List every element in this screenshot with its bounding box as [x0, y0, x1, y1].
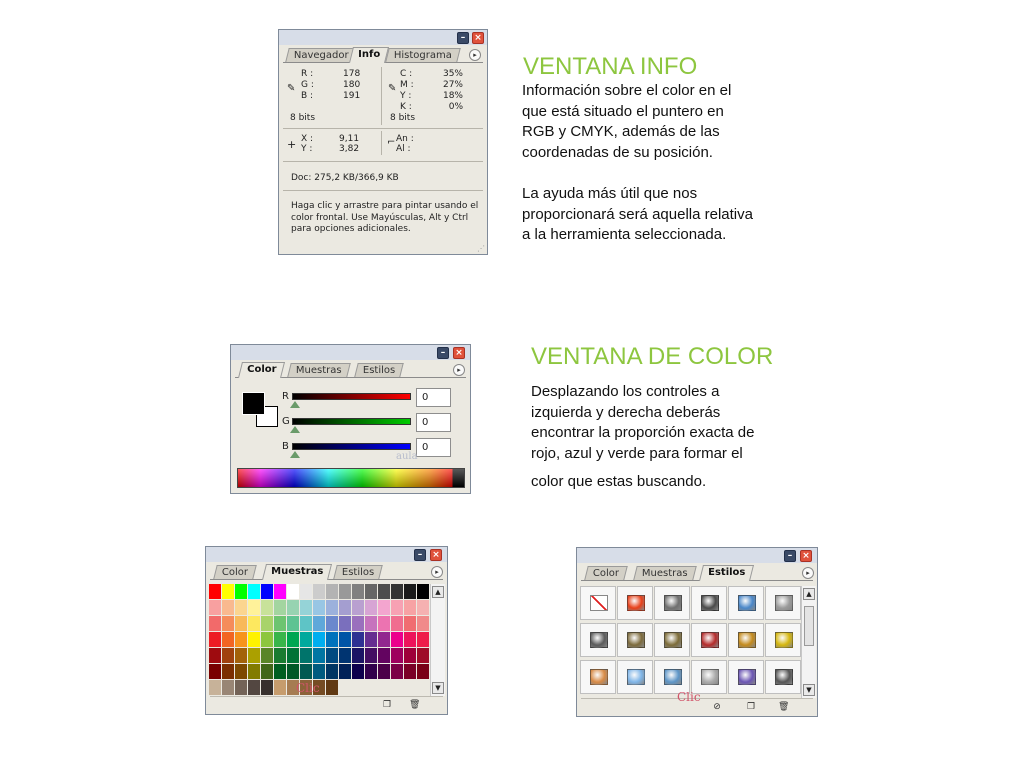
close-button[interactable]: ×: [800, 550, 812, 562]
swatch-cell[interactable]: [209, 680, 221, 695]
minimize-button[interactable]: –: [414, 549, 426, 561]
r-value-field[interactable]: 0: [416, 388, 451, 407]
color-panel: [230, 344, 471, 494]
swatch-cell[interactable]: [404, 600, 416, 615]
style-cell[interactable]: [765, 660, 801, 694]
text-line: coordenadas de su posición.: [522, 143, 713, 161]
swatch-cell[interactable]: [391, 600, 403, 615]
swatch-cell[interactable]: [313, 600, 325, 615]
swatch-cell[interactable]: [313, 632, 325, 647]
rgb-values: [343, 69, 360, 102]
swatch-cell[interactable]: [274, 648, 286, 663]
scroll-down-button[interactable]: ▼: [432, 682, 444, 694]
swatch-cell[interactable]: [378, 648, 390, 663]
style-cell[interactable]: [654, 660, 690, 694]
height-label: Al :: [396, 144, 411, 154]
text-line: encontrar la proporción exacta de: [531, 424, 755, 441]
swatch-cell[interactable]: [352, 648, 364, 663]
swatch-cell[interactable]: [352, 616, 364, 631]
clear-style-icon[interactable]: ⊘: [713, 702, 721, 712]
g-value-field[interactable]: 0: [416, 413, 451, 432]
doc-size: Doc: 275,2 KB/366,9 KB: [291, 173, 399, 183]
swatch-cell[interactable]: [339, 616, 351, 631]
swatch-cell[interactable]: [417, 648, 429, 663]
styles-scrollbar[interactable]: [801, 586, 816, 698]
xy-values: [339, 134, 359, 154]
selection-size-icon: ⌐: [387, 137, 396, 148]
swatch-cell[interactable]: [339, 584, 351, 599]
bronze-style-icon: [627, 632, 645, 648]
swatch-cell[interactable]: [287, 616, 299, 631]
swatch-cell[interactable]: [287, 648, 299, 663]
tab-color[interactable]: Color: [238, 362, 285, 378]
style-cell[interactable]: [691, 586, 727, 620]
red-glow-style-icon: [627, 595, 645, 611]
c-value: 35%: [442, 69, 463, 79]
m-label: M :: [400, 80, 414, 90]
swatch-cell[interactable]: [222, 680, 234, 695]
swatch-cell[interactable]: [404, 680, 416, 695]
text-line: Información sobre el color en el: [522, 82, 732, 99]
info-heading: VENTANA INFO: [523, 53, 698, 80]
text-line: izquierda y derecha deberás: [531, 403, 721, 421]
foreground-color-swatch[interactable]: [243, 393, 264, 414]
scroll-down-button[interactable]: ▼: [803, 684, 815, 696]
g-label: G :: [301, 80, 314, 90]
swatch-cell[interactable]: [287, 584, 299, 599]
swatch-cell[interactable]: [287, 600, 299, 615]
gray-flat-style-icon: [775, 595, 793, 611]
swatch-cell[interactable]: [365, 664, 377, 679]
swatch-cell[interactable]: [365, 616, 377, 631]
tab-info[interactable]: Info: [349, 47, 389, 63]
swatches-panel-titlebar[interactable]: [206, 547, 447, 562]
trash-icon[interactable]: 🗑: [778, 702, 790, 712]
swatch-cell[interactable]: [404, 632, 416, 647]
swatch-cell[interactable]: [326, 616, 338, 631]
g-value: 180: [343, 80, 361, 90]
swatch-cell[interactable]: [339, 664, 351, 679]
watermark-text: Clic: [677, 690, 701, 704]
style-cell[interactable]: [691, 660, 727, 694]
swatch-cell[interactable]: [300, 616, 312, 631]
tab-estilos[interactable]: Estilos: [333, 565, 383, 579]
swatch-cell[interactable]: [287, 664, 299, 679]
swatch-cell[interactable]: [352, 632, 364, 647]
style-cell[interactable]: [691, 623, 727, 657]
info-separator-3: [283, 190, 483, 191]
panel-menu-icon[interactable]: ▸: [802, 567, 814, 579]
wood-style-icon: [590, 669, 608, 685]
info-separator-2: [283, 161, 483, 162]
cmyk-labels: [400, 69, 414, 113]
swatch-cell[interactable]: [274, 616, 286, 631]
dark-gray-style-icon: [775, 669, 793, 685]
tab-muestras[interactable]: Muestras: [262, 564, 332, 580]
watermark-logo: [396, 451, 418, 462]
swatch-cell[interactable]: [261, 664, 273, 679]
swatch-cell[interactable]: [352, 680, 364, 695]
tab-muestras[interactable]: Muestras: [633, 566, 696, 580]
swatch-cell[interactable]: [235, 648, 247, 663]
watermark-text: Clic: [296, 681, 320, 695]
swatch-cell[interactable]: [222, 616, 234, 631]
swatch-cell[interactable]: [261, 680, 273, 695]
swatch-cell[interactable]: [209, 648, 221, 663]
y-coord-value: 3,82: [339, 144, 360, 154]
help-text: [291, 201, 478, 236]
swatch-cell[interactable]: [248, 632, 260, 647]
colorful-pattern-style-icon: [738, 632, 756, 648]
color-paragraph-1: [531, 382, 754, 464]
swatch-cell[interactable]: [313, 616, 325, 631]
new-swatch-icon[interactable]: ❐: [382, 700, 392, 710]
swatch-cell[interactable]: [339, 680, 351, 695]
info-separator: [283, 128, 483, 129]
swatch-cell[interactable]: [352, 664, 364, 679]
watermark-text: aula: [396, 451, 418, 462]
c-label: C :: [400, 69, 413, 79]
eyedropper-icon: ✎: [287, 83, 296, 94]
resize-grip-icon[interactable]: ⋰: [477, 244, 485, 253]
swatches-panel: [205, 546, 448, 715]
swatch-cell[interactable]: [417, 632, 429, 647]
tab-estilos[interactable]: Estilos: [699, 565, 754, 581]
cmyk-values: [441, 69, 463, 113]
swatch-cell[interactable]: [352, 584, 364, 599]
swatch-cell[interactable]: [300, 584, 312, 599]
minimize-button[interactable]: –: [457, 32, 469, 44]
swatch-cell[interactable]: [313, 584, 325, 599]
g-slider-thumb[interactable]: [290, 426, 300, 433]
swatch-cell[interactable]: [313, 664, 325, 679]
size-labels: [396, 134, 414, 154]
gray-button-style-icon: [664, 595, 682, 611]
new-style-icon[interactable]: ❐: [746, 702, 756, 712]
r-slider-thumb[interactable]: [290, 401, 300, 408]
watermark-logo: [296, 681, 320, 695]
swatch-cell[interactable]: [209, 616, 221, 631]
panel-menu-icon[interactable]: ▸: [469, 49, 481, 61]
swatch-cell[interactable]: [378, 664, 390, 679]
g-channel-label: G: [282, 416, 290, 427]
swatch-cell[interactable]: [261, 616, 273, 631]
silver-texture-style-icon: [701, 669, 719, 685]
text-line: a la herramienta seleccionada.: [522, 226, 727, 243]
swatch-cell[interactable]: [326, 600, 338, 615]
style-cell[interactable]: [580, 586, 616, 620]
scroll-up-button[interactable]: ▲: [803, 588, 815, 600]
swatch-cell[interactable]: [326, 680, 338, 695]
help-line: color frontal. Use Mayúsculas, Alt y Ctrl: [291, 212, 469, 223]
swatch-cell[interactable]: [339, 648, 351, 663]
info-paragraph-2: [522, 184, 753, 246]
style-cell[interactable]: [654, 586, 690, 620]
style-cell[interactable]: [728, 623, 764, 657]
olive-style-icon: [664, 632, 682, 648]
bits-right: 8 bits: [390, 113, 416, 123]
panel-menu-icon[interactable]: ▸: [431, 566, 443, 578]
swatch-cell[interactable]: [417, 584, 429, 599]
swatch-cell[interactable]: [248, 584, 260, 599]
swatch-cell[interactable]: [209, 632, 221, 647]
swatch-cell[interactable]: [261, 584, 273, 599]
swatch-cell[interactable]: [378, 616, 390, 631]
color-tab-row: [235, 361, 466, 378]
x-label: X :: [301, 134, 314, 144]
swatch-cell[interactable]: [378, 600, 390, 615]
swatch-cell[interactable]: [235, 584, 247, 599]
info-panel-titlebar[interactable]: [279, 30, 487, 45]
swatch-cell[interactable]: [235, 680, 247, 695]
swatch-cell[interactable]: [313, 648, 325, 663]
swatch-cell[interactable]: [417, 680, 429, 695]
text-line: La ayuda más útil que nos: [522, 185, 698, 202]
style-cell[interactable]: [580, 623, 616, 657]
tab-color[interactable]: Color: [584, 566, 628, 580]
swatch-cell[interactable]: [209, 584, 221, 599]
close-button[interactable]: ×: [472, 32, 484, 44]
watermark-logo: [677, 690, 701, 704]
swatch-cell[interactable]: [261, 632, 273, 647]
info-separator-vertical: [381, 67, 382, 125]
swatch-cell[interactable]: [248, 680, 260, 695]
swatch-cell[interactable]: [222, 584, 234, 599]
b-channel-label: B: [282, 441, 289, 452]
light-blue-glass-style-icon: [627, 669, 645, 685]
color-spectrum-ramp[interactable]: [237, 468, 465, 488]
panel-menu-icon[interactable]: ▸: [453, 364, 465, 376]
swatch-cell[interactable]: [365, 600, 377, 615]
swatch-grid: [209, 584, 430, 696]
swatch-cell[interactable]: [300, 600, 312, 615]
swatch-cell[interactable]: [209, 600, 221, 615]
info-separator-vertical-2: [381, 131, 382, 155]
style-cell[interactable]: [580, 660, 616, 694]
swatch-cell[interactable]: [261, 600, 273, 615]
trash-icon[interactable]: 🗑: [409, 700, 421, 710]
rgb-labels: [301, 69, 314, 102]
swatch-cell[interactable]: [417, 664, 429, 679]
text-line: RGB y CMYK, además de las: [522, 123, 720, 140]
purple-gradient-style-icon: [738, 669, 756, 685]
swatch-cell[interactable]: [248, 664, 260, 679]
swatch-cell[interactable]: [365, 648, 377, 663]
b-slider-thumb[interactable]: [290, 451, 300, 458]
swatch-cell[interactable]: [274, 680, 286, 695]
g-slider-track[interactable]: [292, 418, 411, 425]
tab-histograma[interactable]: Histograma: [385, 48, 461, 62]
swatch-cell[interactable]: [417, 616, 429, 631]
style-cell[interactable]: [654, 623, 690, 657]
sky-photo-style-icon: [664, 669, 682, 685]
b-value: 191: [343, 91, 361, 101]
info-tab-row: [283, 46, 483, 63]
swatch-cell[interactable]: [365, 584, 377, 599]
swatch-cell[interactable]: [248, 600, 260, 615]
y-label: Y :: [400, 91, 412, 101]
swatch-cell[interactable]: [391, 664, 403, 679]
close-button[interactable]: ×: [453, 347, 465, 359]
style-cell[interactable]: [728, 660, 764, 694]
dark-bevel-style-icon: [590, 632, 608, 648]
swatch-cell[interactable]: [235, 600, 247, 615]
text-line: rojo, azul y verde para formar el: [531, 444, 743, 462]
red-brick-style-icon: [701, 632, 719, 648]
style-grid: [580, 586, 801, 698]
swatch-cell[interactable]: [391, 616, 403, 631]
r-slider-track[interactable]: [292, 393, 411, 400]
x-value: 9,11: [339, 134, 360, 144]
close-button[interactable]: ×: [430, 549, 442, 561]
k-value: 0%: [448, 102, 463, 112]
swatch-cell[interactable]: [326, 648, 338, 663]
swatch-cell[interactable]: [248, 616, 260, 631]
swatch-cell[interactable]: [326, 632, 338, 647]
color-panel-titlebar[interactable]: [231, 345, 470, 360]
swatch-cell[interactable]: [274, 600, 286, 615]
tab-muestras[interactable]: Muestras: [287, 363, 350, 377]
swatch-cell[interactable]: [209, 664, 221, 679]
info-panel: [278, 29, 488, 255]
help-line: Haga clic y arrastre para pintar usando el: [291, 201, 479, 211]
b-slider-track[interactable]: [292, 443, 411, 450]
swatch-cell[interactable]: [404, 664, 416, 679]
text-line: que está situado el puntero en: [522, 102, 724, 120]
yellow-glow-style-icon: [775, 632, 793, 648]
swatch-cell[interactable]: [222, 600, 234, 615]
b-value-field[interactable]: 0: [416, 438, 451, 457]
bits-left: 8 bits: [290, 113, 316, 123]
minimize-button[interactable]: –: [784, 550, 796, 562]
scroll-thumb[interactable]: [804, 606, 814, 646]
swatch-cell[interactable]: [274, 664, 286, 679]
swatch-cell[interactable]: [365, 632, 377, 647]
swatch-cell[interactable]: [404, 648, 416, 663]
swatch-cell[interactable]: [235, 632, 247, 647]
swatch-cell[interactable]: [378, 680, 390, 695]
r-label: R :: [301, 69, 314, 79]
style-cell[interactable]: [617, 623, 653, 657]
swatch-cell[interactable]: [404, 616, 416, 631]
swatches-scrollbar[interactable]: [430, 584, 445, 696]
width-label: An :: [396, 134, 414, 144]
text-line: proporcionará será aquella relativa: [522, 205, 753, 223]
style-cell[interactable]: [765, 586, 801, 620]
style-cell[interactable]: [728, 586, 764, 620]
swatch-cell[interactable]: [339, 632, 351, 647]
scroll-up-button[interactable]: ▲: [432, 586, 444, 598]
swatch-cell[interactable]: [261, 648, 273, 663]
xy-labels: [301, 134, 313, 154]
b-label: B :: [301, 91, 314, 101]
crosshair-icon: +: [287, 138, 297, 151]
swatch-cell[interactable]: [287, 632, 299, 647]
swatch-cell[interactable]: [235, 616, 247, 631]
chrome-button-style-icon: [701, 595, 719, 611]
swatch-cell[interactable]: [300, 632, 312, 647]
swatches-tab-row: [210, 563, 443, 580]
styles-tab-row: [581, 564, 813, 581]
swatch-cell[interactable]: [378, 632, 390, 647]
r-value: 178: [343, 69, 361, 79]
swatch-cell[interactable]: [391, 584, 403, 599]
swatch-cell[interactable]: [404, 584, 416, 599]
styles-panel: [576, 547, 818, 717]
swatch-cell[interactable]: [339, 600, 351, 615]
swatch-cell[interactable]: [274, 632, 286, 647]
text-line: color que estas buscando.: [531, 473, 707, 490]
swatch-cell[interactable]: [326, 664, 338, 679]
swatch-cell[interactable]: [274, 584, 286, 599]
swatch-cell[interactable]: [378, 584, 390, 599]
swatch-cell[interactable]: [326, 584, 338, 599]
swatch-cell[interactable]: [300, 664, 312, 679]
swatch-cell[interactable]: [222, 648, 234, 663]
swatches-bottom-bar: [210, 696, 443, 713]
swatch-cell[interactable]: [222, 664, 234, 679]
swatch-cell[interactable]: [391, 632, 403, 647]
eyedropper-icon: ✎: [388, 83, 397, 94]
style-cell[interactable]: [617, 660, 653, 694]
style-cell[interactable]: [765, 623, 801, 657]
swatch-cell[interactable]: [417, 600, 429, 615]
help-line: para opciones adicionales.: [291, 224, 411, 234]
swatch-cell[interactable]: [248, 648, 260, 663]
swatch-cell[interactable]: [222, 632, 234, 647]
swatch-cell[interactable]: [300, 648, 312, 663]
style-cell[interactable]: [617, 586, 653, 620]
color-heading: VENTANA DE COLOR: [531, 343, 774, 370]
y-coord-label: Y :: [301, 144, 313, 154]
tab-color[interactable]: Color: [213, 565, 257, 579]
none-style-icon: [590, 595, 608, 611]
info-paragraph-1: [522, 81, 731, 163]
k-label: K :: [400, 102, 412, 112]
y-value: 18%: [442, 91, 463, 101]
swatch-cell[interactable]: [365, 680, 377, 695]
minimize-button[interactable]: –: [437, 347, 449, 359]
styles-panel-titlebar[interactable]: [577, 548, 817, 563]
m-value: 27%: [442, 80, 463, 90]
swatch-cell[interactable]: [352, 600, 364, 615]
tab-navegador[interactable]: Navegador: [285, 48, 357, 62]
text-line: Desplazando los controles a: [531, 383, 720, 400]
swatch-cell[interactable]: [235, 664, 247, 679]
swatch-cell[interactable]: [391, 680, 403, 695]
r-channel-label: R: [282, 391, 289, 402]
tab-estilos[interactable]: Estilos: [354, 363, 404, 377]
blue-glass-style-icon: [738, 595, 756, 611]
color-paragraph-2: [531, 472, 706, 493]
swatch-cell[interactable]: [391, 648, 403, 663]
